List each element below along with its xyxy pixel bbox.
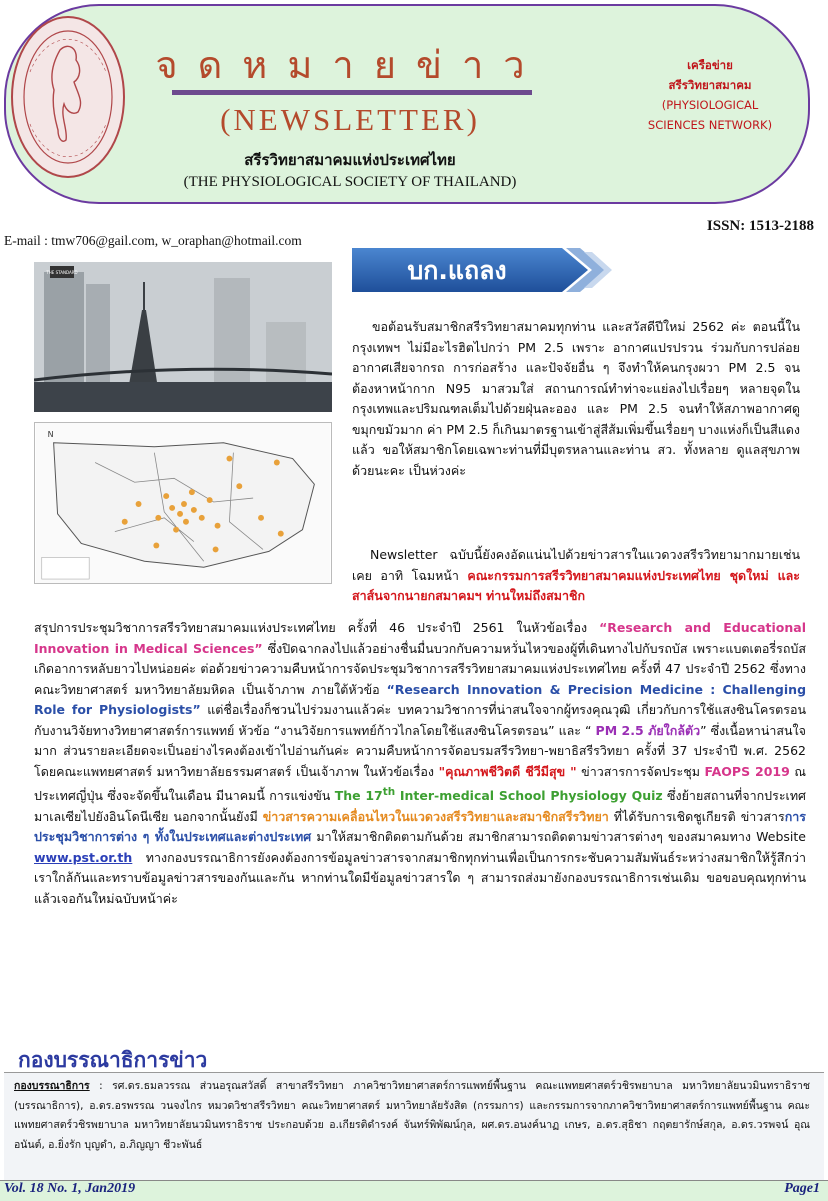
conference-46-title: “Research and Educational Innovation in Medical Sciences” (34, 620, 806, 656)
pm25-article-title: PM 2.5 ภัยใกล้ตัว (595, 722, 701, 738)
editorial-banner-label: บก.แถลง (407, 256, 507, 285)
title-divider (172, 90, 532, 95)
editorial-paragraph-1: ขอต้อนรับสมาชิกสรีรวิทยาสมาคมทุกท่าน และสวัสดีปีใหม่ 2562 ค่ะ ตอนนี้ในกรุงเทพฯ ไม่มีอะไรฮิตไปกว่า PM 2.5 เพราะ อากาศแปรปรวน ร่วมกับการปล่อยอากาศเสียจากรถ การก่อสร้าง และปัจจัยอื่น ๆ จึงทำให้คนกรุงผวา PM 2.5 จนต้องหาหน้ากาก N95 มาสวมใส่ สถานการณ์ทำท่าจะแย่ลงไปเรื่อยๆ หลายจุดในกรุงเทพและปริมณฑลเต็มไปด้วยฝุ่นละออง และ PM 2.5 จนทำให้สภาพอากาศดูขมุกขมัวมาก ค่า PM 2.5 ก็เกินมาตรฐานเข้าสู่สีส้มเพิ่มขึ้นเรื่อยๆ บางแห่งก็เป็นสีแดงแล้ว ขอให้สมาชิกโดยเฉพาะท่านที่มีบุตรหลานและท่าน สว. ทั้งหลาย ดูแลสุขภาพด้วยนะคะ เป็นห่วงค่ะ (352, 319, 800, 478)
p2-text-5: ข่าวสารการจัดประชุม (576, 763, 705, 779)
society-seal-logo (8, 12, 128, 182)
newsletter-title-en: (NEWSLETTER) (220, 102, 480, 137)
editorial-board-box (4, 1072, 824, 1182)
network-line-1: เครือข่าย (687, 58, 733, 72)
p2-text-2: ซึ่งปิดฉากลงไปแล้วอย่างชื่นมื่นบวกกับความหวั่นไหวของผู้ที่เดินทางไปกับรถบัส เพราะแบตเตอรี่รถบัสเกิดอาการหลับยาวไปหน่อยค่ะ ต่อด้วยข่าวความคืบหน้าการจัดประชุมวิชาการสรีรวิทยาสมาคมแห่งประเทศไทย ครั้งที่ 47 ประจำปี 2562 ซึ่งทางคณะวิทยาศาสตร์ มหาวิทยาลัยมหิดล เป็นเจ้าภาพ ภายใต้หัวข้อ (34, 640, 806, 697)
pm25-station-map (34, 422, 332, 584)
faops-2019-label: FAOPS 2019 (704, 763, 790, 779)
p2-text-4: ” ซึ่งเนื้อหาน่าสนใจมาก ส่วนรายละเอียดจะเป็นอย่างไรคงต้องเข้าไปอ่านกันค่ะ ความคืบหน้าการจัดอบรมสรีรวิทยา-พยาธิสรีรวิทยา ครั้งที่ 37 ประจำปี พ.ศ. 2562 โดยคณะแพทยศาสตร์ มหาวิทยาลัยธรรมศาสตร์ เป็นเจ้าภาพ ในหัวข้อเรื่อง (34, 722, 806, 779)
svg-text:N: N (47, 429, 54, 439)
photo-brand-label: THE STANDARD (46, 270, 78, 275)
editorial-paragraph-2-body (34, 618, 806, 909)
issn-number: ISSN: 1513-2188 (706, 218, 814, 234)
new-committee-highlight: คณะกรรมการสรีรวิทยาสมาคมแห่งประเทศไทย ชุดใหม่ และสาส์นจากนายกสมาคมฯ ท่านใหม่ถึงสมาชิก (352, 567, 800, 603)
p2-text-6: ณ ประเทศญี่ปุ่น ซึ่งจะจัดขึ้นในเดือน มีนาคมนี้ การแข่งขัน (34, 763, 806, 804)
website-link[interactable]: www.pst.or.th (34, 849, 133, 865)
training-theme: "คุณภาพชีวิตดี ชีวีมีสุข " (438, 763, 577, 779)
p2-text-7: ซึ่งย้ายสถานที่จากประเทศมาเลเซียไปยังอินโดนีเซีย นอกจากนั้นยังมี (34, 788, 806, 824)
p2-text-9: มาให้สมาชิกติดตามกันด้วย สมาชิกสามารถติดตามข่าวสารต่างๆ ของสมาคมทาง Website (311, 829, 806, 845)
editorial-board-members: : รศ.ดร.ธมลวรรณ ส่วนอรุณสวัสดิ์ สาขาสรีรวิทยา ภาควิชาวิทยาศาสตร์การแพทย์พื้นฐาน คณะแพทยศาสตร์วชิรพยาบาล มหาวิทยาลัยนวมินทราธิราช (บรรณาธิการ), อ.ดร.อรพรรณ วนจงไกร หมวดวิชาสรีรวิทยา คณะวิทยาศาสตร์ มหาวิทยาลัยรังสิต (กรรมการ) และกรรมการจากภาควิชาวิทยาศาสตร์การแพทย์พื้นฐาน คณะแพทยศาสตร์วชิรพยาบาล มหาวิทยาลัยนวมินทราธิราช ประกอบด้วย อ.เกียรติดำรงค์ จันทร์พิพัฒน์กุล, ผศ.ดร.อนงค์นาฏ เกษร, อ.ดร.สุธิชา กฤตยารักษ์สกุล, อ.ดร.วรพจน์ อุณอนันต์, อ.ยิ่งรัก บุญดำ, อ.ภิญญา ชีวะพันธ์ (14, 1080, 810, 1151)
editorial-board-title: กองบรรณาธิการข่าว (18, 1048, 208, 1072)
network-line-4: SCIENCES NETWORK) (647, 118, 773, 132)
page-number: Page1 (784, 1181, 820, 1196)
society-name-en: (THE PHYSIOLOGICAL SOCIETY OF THAILAND) (183, 174, 517, 190)
p2-text-1: สรุปการประชุมวิชาการสรีรวิทยาสมาคมแห่งประเทศไทย ครั้งที่ 46 ประจำปี 2561 ในหัวข้อเรื่อง (34, 620, 600, 635)
member-news-highlight: ข่าวสารความเคลื่อนไหวในแวดวงสรีรวิทยาและสมาชิกสรีรวิทยา (262, 808, 609, 824)
volume-info: Vol. 18 No. 1, Jan2019 (4, 1181, 136, 1196)
conferences-highlight: การประชุมวิชาการต่าง ๆ ทั้งในประเทศและต่างประเทศ (34, 808, 806, 845)
editorial-paragraph-2-intro (352, 545, 800, 607)
smog-city-photo (34, 262, 332, 412)
conference-47-title: “Research Innovation & Precision Medicine : Challenging Role for Physiologists” (34, 681, 807, 717)
network-line-3: (PHYSIOLOGICAL (661, 98, 759, 112)
contact-email[interactable]: E-mail : tmw706@gail.com, w_oraphan@hotmail.com (4, 233, 302, 248)
editorial-banner (352, 248, 614, 292)
society-name-thai: สรีรวิทยาสมาคมแห่งประเทศไทย (244, 151, 456, 169)
quiz-title-sup: th (382, 786, 396, 798)
p2-text-8: ที่ได้รับการเชิดชูเกียรติ ข่าวสาร (608, 808, 785, 824)
network-line-2: สรีรวิทยาสมาคม (668, 78, 752, 92)
network-label (640, 55, 780, 135)
newsletter-title-thai: จดหมายข่าว (155, 43, 545, 87)
quiz-title-part-1: The 17 (334, 788, 383, 804)
p2-start-text: Newsletter ฉบับนี้ยังคงอัดแน่นไปด้วยข่าวสารในแวดวงสรีรวิทยามากมายเช่นเคย อาทิ โฉมหน้า (352, 547, 800, 583)
quiz-title-part-2: Inter-medical School Physiology Quiz (395, 788, 663, 804)
p2-text-3: แต่ชื่อเรื่องก็ชวนไปร่วมงานแล้วค่ะ บทความวิชาการที่น่าสนใจจากผู้ทรงคุณวุฒิ เกี่ยวกับการใช้แสงซินโครตรอนกับงานวิจัยทางวิทยาศาสตร์การแพทย์ หัวข้อ “งานวิจัยการแพทย์ก้าวไกลโดยใช้แสงซินโครตรอน” และ “ (34, 702, 806, 738)
editorial-board-label: กองบรรณาธิการ (14, 1080, 90, 1092)
p2-text-10: ทางกองบรรณาธิการยังคงต้องการข้อมูลข่าวสารจากสมาชิกทุกท่านเพื่อเป็นการกระชับความสัมพันธ์ระหว่างสมาชิกให้รู้สึกว่าเราใกล้กันและทราบข้อมูลข่าวสารของกันและกัน หากท่านใดมีข้อมูลข่าวสารใด ๆ สามารถส่งมายังกองบรรณาธิการเช่นเดิม ขอขอบคุณทุกท่านแล้วเจอกันใหม่ฉบับหน้าค่ะ (34, 849, 806, 906)
